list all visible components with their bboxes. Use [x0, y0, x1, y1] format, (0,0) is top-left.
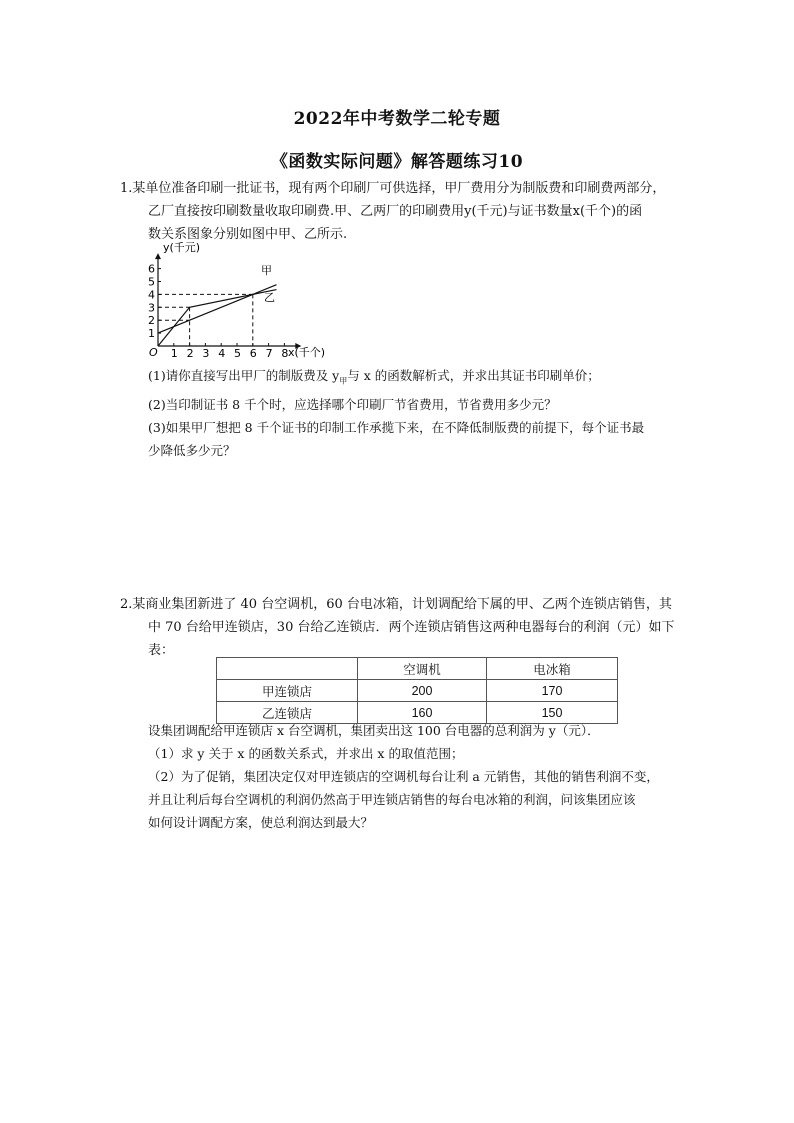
- q2-sub2-cont1: 并且让利后每台空调机的利润仍然高于甲连锁店销售的每台电冰箱的利润，问该集团应该: [148, 792, 636, 807]
- table-cell: 170: [487, 680, 618, 702]
- table-cell: 200: [358, 680, 487, 702]
- series-line-yi: [158, 290, 277, 346]
- table-header-cell: [217, 658, 358, 680]
- y-tick-label: 6: [148, 262, 155, 276]
- q2-sub1: （1）求 y 关于 x 的函数关系式，并求出 x 的取值范围；: [148, 746, 464, 761]
- x-tick-label: 4: [218, 347, 226, 360]
- x-tick-label: 1: [170, 347, 178, 360]
- q1-sub1: (1)请你直接写出甲厂的制版费及 $y_甲$与 x 的函数解析式，并求出其证书印刷单价；: [148, 368, 600, 386]
- question-2-subquestions: [120, 719, 710, 834]
- q2-line2: 中 70 台给甲连锁店，30 台给乙连锁店．两个连锁店销售这两种电器每台的利润（元）如下: [148, 620, 675, 635]
- series-label-jia: 甲: [261, 264, 272, 277]
- table-cell: 乙连锁店: [217, 702, 358, 724]
- x-tick-label: 8: [281, 347, 289, 360]
- y-tick-label: 4: [148, 288, 155, 302]
- y-tick-label: 5: [148, 275, 155, 289]
- q2-after-table: 设集团调配给甲连锁店 x 台空调机，集团卖出这 100 台电器的总利润为 y（元）．: [148, 723, 600, 738]
- y-tick-label: 3: [148, 301, 155, 315]
- question-2: [120, 593, 700, 662]
- q1-line1: 1.某单位准备印刷一批证书，现有两个印刷厂可供选择，甲厂费用分为制版费和印刷费两部分，: [120, 181, 666, 196]
- q2-line1: 2.某商业集团新进了 40 台空调机，60 台电冰箱，计划调配给下属的甲、乙两个连锁店销售，其: [120, 597, 672, 612]
- q1-line3: 数关系图象分别如图中甲、乙所示.: [148, 227, 348, 242]
- page-subtitle: 《函数实际问题》解答题练习10: [270, 152, 524, 172]
- series-line-jia: [158, 285, 277, 333]
- q1-sub3-cont: 少降低多少元？: [148, 442, 236, 458]
- table-row: [217, 680, 618, 702]
- x-tick-label: 3: [202, 347, 210, 360]
- q2-line3: 表：: [148, 643, 175, 658]
- q2-sub2-cont2: 如何设计调配方案，使总利润达到最大？: [148, 815, 374, 830]
- table-header-cell: 空调机: [358, 658, 487, 680]
- x-axis-label: x(千个): [288, 346, 326, 359]
- table-cell: 160: [358, 702, 487, 724]
- origin-label: O: [149, 346, 158, 359]
- q2-sub2: （2）为了促销，集团决定仅对甲连锁店的空调机每台让利 a 元销售，其他的销售利润不变，: [148, 769, 659, 784]
- q1-sub3: (3)如果甲厂想把 8 千个证书的印制工作承揽下来，在不降低制版费的前提下，每个证书最: [148, 419, 645, 435]
- x-tick-label: 2: [186, 347, 194, 360]
- function-graph: [140, 241, 340, 363]
- table-cell: 150: [487, 702, 618, 724]
- question-1: [120, 177, 700, 246]
- x-tick-label: 5: [234, 347, 241, 360]
- page-title: 2022年中考数学二轮专题: [293, 109, 501, 129]
- y-axis-label: y(千元): [163, 241, 201, 254]
- question-1-subquestions: [120, 364, 710, 462]
- y-tick-label: 2: [148, 314, 155, 328]
- table-header-cell: 电冰箱: [487, 658, 618, 680]
- profit-table: [216, 657, 618, 724]
- x-tick-label: 6: [249, 347, 257, 360]
- x-tick-label: 7: [265, 347, 273, 360]
- q1-line2: 乙厂直接按印刷数量收取印刷费.甲、乙两厂的印刷费用y(千元)与证书数量x(千个)的函: [148, 204, 643, 219]
- y-tick-label: 1: [148, 327, 155, 341]
- table-header-row: [217, 658, 618, 680]
- table-cell: 甲连锁店: [217, 680, 358, 702]
- series-label-yi: 乙: [264, 291, 275, 304]
- y-axis-arrow: [155, 253, 161, 259]
- q1-sub2: (2)当印制证书 8 千个时，应选择哪个印刷厂节省费用，节省费用多少元？: [148, 396, 557, 412]
